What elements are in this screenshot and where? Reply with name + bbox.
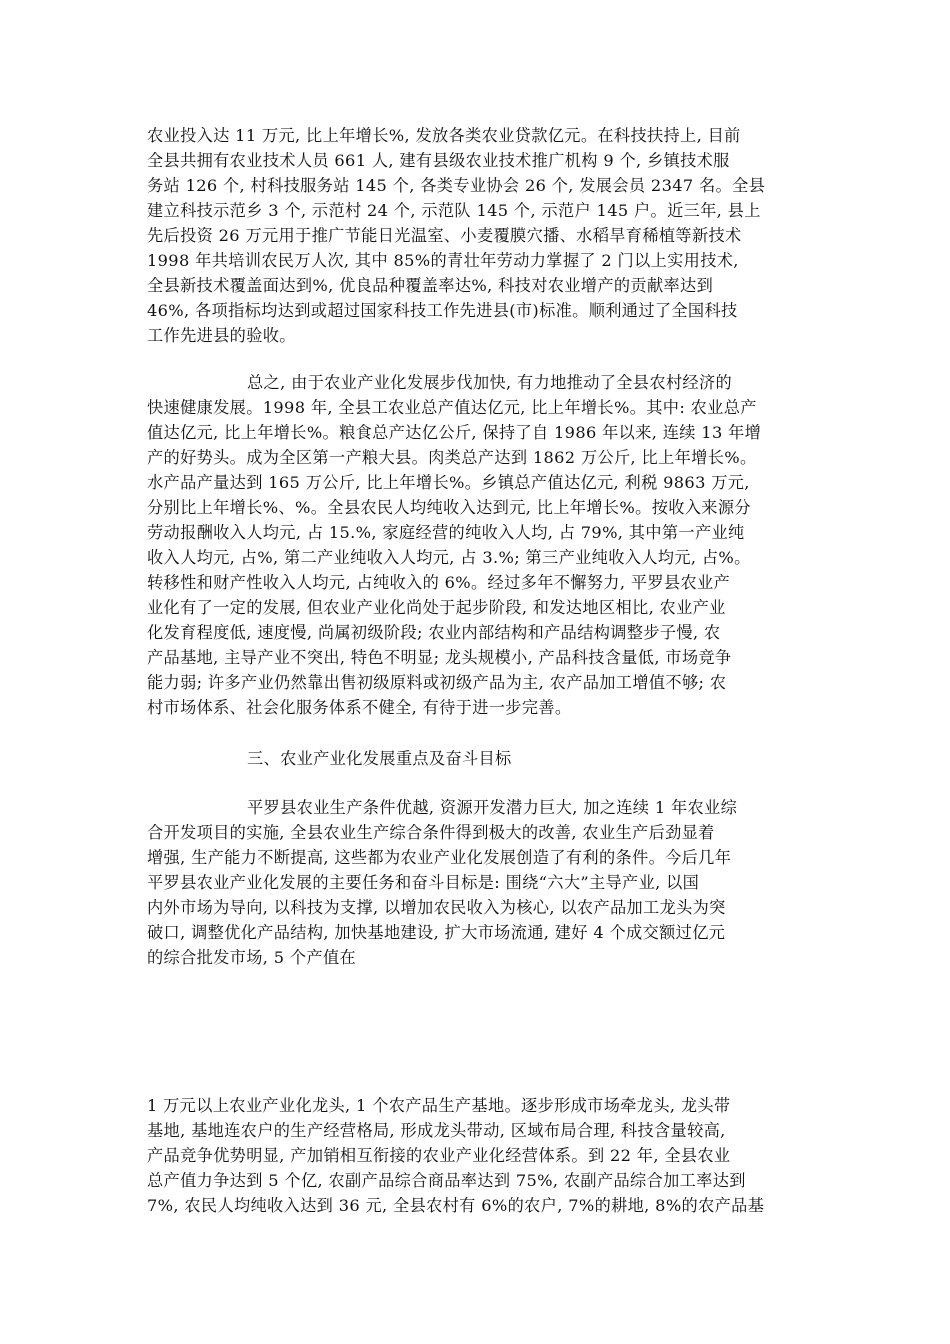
section-heading-text: 三、农业产业化发展重点及奋斗目标 (247, 749, 512, 768)
text-line: 收入人均元, 占%, 第二产业纯收入人均元, 占 3.%; 第三产业纯收入人均元, 占%。 (147, 548, 751, 567)
text-line: 7%, 农民人均纯收入达到 36 元, 全县农村有 6%的农户, 7%的耕地, 8%的农产品基 (147, 1196, 765, 1215)
text-line: 的综合批发市场, 5 个产值在 (147, 948, 357, 967)
text-line: 平罗县农业产业化发展的主要任务和奋斗目标是: 围绕“六大”主导产业, 以国 (147, 873, 700, 892)
text-line: 产品竞争优势明显, 产加销相互衔接的农业产业化经营体系。到 22 年, 全县农业 (147, 1146, 731, 1165)
text-line: 增强, 生产能力不断提高, 这些都为农业产业化发展创造了有利的条件。今后几年 (147, 848, 732, 867)
text-line: 分别比上年增长%、%。全县农民人均纯收入达到元, 比上年增长%。按收入来源分 (147, 498, 751, 517)
paragraph-goals-continued (147, 1093, 815, 1218)
paragraph-tech-support (147, 123, 815, 348)
text-line: 1998 年共培训农民万人次, 其中 85%的青壮年劳动力掌握了 2 门以上实用技术, (147, 251, 739, 270)
text-line: 值达亿元, 比上年增长%。粮食总产达亿公斤, 保持了自 1986 年以来, 连续 13 年增 (147, 423, 762, 442)
text-line: 内外市场为导向, 以科技为支撑, 以增加农民收入为核心, 以农产品加工龙头为突 (147, 898, 726, 917)
text-line: 务站 126 个, 村科技服务站 145 个, 各类专业协会 26 个, 发展会员 2347 名。全县 (147, 176, 766, 195)
text-line: 基地, 基地连农户的生产经营格局, 形成龙头带动, 区域布局合理, 科技含量较高, (147, 1121, 726, 1140)
text-line: 工作先进县的验收。 (147, 326, 296, 345)
text-line: 46%, 各项指标均达到或超过国家科技工作先进县(市)标准。顺利通过了全国科技 (147, 301, 738, 320)
text-line: 先后投资 26 万元用于推广节能日光温室、小麦覆膜穴播、水稻旱育稀植等新技术 (147, 226, 742, 245)
text-line: 平罗县农业生产条件优越, 资源开发潜力巨大, 加之连续 1 年农业综 (247, 798, 738, 817)
text-line: 农业投入达 11 万元, 比上年增长%, 发放各类农业贷款亿元。在科技扶持上, 目前 (147, 126, 741, 145)
text-line: 村市场体系、社会化服务体系不健全, 有待于进一步完善。 (147, 698, 572, 717)
text-line: 业化有了一定的发展, 但农业产业化尚处于起步阶段, 和发达地区相比, 农业产业 (147, 598, 726, 617)
text-line: 水产品产量达到 165 万公斤, 比上年增长%。乡镇总产值达亿元, 利税 9863 万元, (147, 473, 750, 492)
text-line: 破口, 调整优化产品结构, 加快基地建设, 扩大市场流通, 建好 4 个成交额过亿元 (147, 923, 726, 942)
text-line: 1 万元以上农业产业化龙头, 1 个农产品生产基地。逐步形成市场牵龙头, 龙头带 (147, 1096, 731, 1115)
text-line: 转移性和财产性收入人均元, 占纯收入的 6%。经过多年不懈努力, 平罗县农业产 (147, 573, 731, 592)
text-line: 产品基地, 主导产业不突出, 特色不明显; 龙头规模小, 产品科技含量低, 市场竞争 (147, 648, 732, 667)
text-line: 能力弱; 许多产业仍然靠出售初级原料或初级产品为主, 农产品加工增值不够; 农 (147, 673, 727, 692)
paragraph-summary (147, 370, 815, 720)
text-line: 总产值力争达到 5 个亿, 农副产品综合商品率达到 75%, 农副产品综合加工率达到 (147, 1171, 746, 1190)
text-line: 全县共拥有农业技术人员 661 人, 建有县级农业技术推广机构 9 个, 乡镇技术服 (147, 151, 730, 170)
paragraph-goals (147, 795, 815, 970)
section-heading (147, 746, 815, 771)
text-line: 快速健康发展。1998 年, 全县工农业总产值达亿元, 比上年增长%。其中: 农业总产 (147, 398, 757, 417)
text-line: 全县新技术覆盖面达到%, 优良品种覆盖率达%, 科技对农业增产的贡献率达到 (147, 276, 714, 295)
text-line: 化发育程度低, 速度慢, 尚属初级阶段; 农业内部结构和产品结构调整步子慢, 农 (147, 623, 721, 642)
text-line: 总之, 由于农业产业化发展步伐加快, 有力地推动了全县农村经济的 (247, 373, 733, 392)
text-line: 产的好势头。成为全区第一产粮大县。肉类总产达到 1862 万公斤, 比上年增长%。 (147, 448, 757, 467)
text-line: 建立科技示范乡 3 个, 示范村 24 个, 示范队 145 个, 示范户 145 户。近三年, 县上 (147, 201, 761, 220)
text-line: 合开发项目的实施, 全县农业生产综合条件得到极大的改善, 农业生产后劲显着 (147, 823, 715, 842)
text-line: 劳动报酬收入人均元, 占 15.%, 家庭经营的纯收入人均, 占 79%, 其中第一产业纯 (147, 523, 745, 542)
